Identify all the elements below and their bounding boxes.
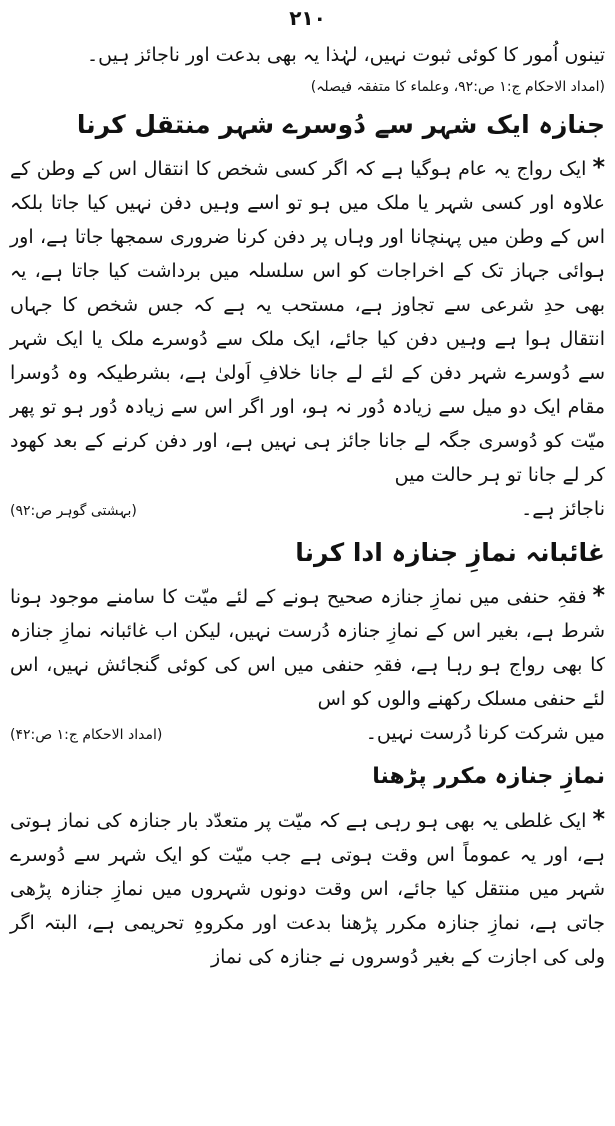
bullet-star-icon: * [592, 581, 605, 609]
section2-heading: غائبانہ نمازِ جنازہ ادا کرنا [295, 538, 605, 567]
section1-reference: (بہشتی گوہر ص:۹۲) [10, 503, 137, 519]
section3-heading: نمازِ جنازہ مکرر پڑھنا [372, 764, 605, 789]
section2-closing-line [10, 716, 605, 752]
bullet-star-icon: * [592, 805, 605, 833]
intro-paragraph: تینوں اُمور کا کوئی ثبوت نہیں، لہٰذا یہ بھی بدعت اور ناجائز ہیں۔ [87, 44, 605, 66]
section1-body: ایک رواج یہ عام ہوگیا ہے کہ اگر کسی شخص کا انتقال اس کے وطن کے علاوہ اور کسی شہر یا ملک میں ہو تو اسے وہیں دفن نہیں کیا جاتا بلکہ اس کے وطن میں پہنچانا اور وہاں پر دفن کرنا ضروری سمجھا جاتا ہے، اور ہوائی جہاز تک کے اخراجات کو اس سلسلہ میں برداشت کیا جاتا ہے، یہ بھی حدِ شرعی سے تجاوز ہے، مستحب یہ ہے کہ جس شخص کا جہاں انتقال ہوا ہے وہیں دفن کیا جائے، ایک ملک سے دُوسرے ملک یا ایک شہر سے دُوسرے شہر دفن کے لئے لے جانا خلافِ اَولیٰ ہے، بشرطیکہ وہ دُوسرا مقام ایک دو میل سے زیادہ دُور نہ ہو، اور اگر اس سے زیادہ دُور ہو تو پھر میّت کو دُوسری جگہ لے جانا جائز ہی نہیں ہے، اور دفن کرنے کے بعد کھود کر لے جانا تو ہر حالت میں [10, 158, 605, 486]
section3-paragraph [10, 802, 605, 974]
section3-body: ایک غلطی یہ بھی ہو رہی ہے کہ میّت پر متعدّد بار جنازہ کی نماز ہوتی ہے، اور یہ عموماً اس وقت ہوتی ہے جب میّت کو ایک شہر سے دُوسرے شہر میں منتقل کیا جائے، اس وقت دونوں شہروں میں نمازِ جنازہ پڑھی جاتی ہے، نمازِ جنازہ مکرر پڑھنا بدعت اور مکروہِ تحریمی ہے، البتہ اگر ولی کی اجازت کے بغیر دُوسروں نے جنازہ کی نماز [10, 810, 605, 968]
section1-paragraph [10, 150, 605, 492]
page-number: ۲۱۰ [289, 6, 326, 30]
section2-body: فقہِ حنفی میں نمازِ جنازہ صحیح ہونے کے لئے میّت کا سامنے موجود ہونا شرط ہے، بغیر اس کے نمازِ جنازہ دُرست نہیں، لیکن اب غائبانہ نمازِ جنازہ کا بھی رواج ہو رہا ہے، فقہِ حنفی میں اس کی کوئی گنجائش نہیں، اس لئے حنفی مسلک رکھنے والوں کو اس [10, 586, 605, 710]
section2-body-end: میں شرکت کرنا دُرست نہیں۔ [365, 722, 605, 744]
intro-reference: (امداد الاحکام ج:۱ ص:۹۲، وعلماء کا متفقہ فیصلہ) [310, 79, 605, 95]
section2-paragraph [10, 578, 605, 716]
section1-body-end: ناجائز ہے۔ [521, 498, 605, 520]
section1-closing-line [10, 492, 605, 528]
section1-heading: جنازہ ایک شہر سے دُوسرے شہر منتقل کرنا [76, 110, 605, 139]
section2-reference: (امداد الاحکام ج:۱ ص:۴۲) [10, 727, 163, 743]
bullet-star-icon: * [592, 153, 605, 181]
